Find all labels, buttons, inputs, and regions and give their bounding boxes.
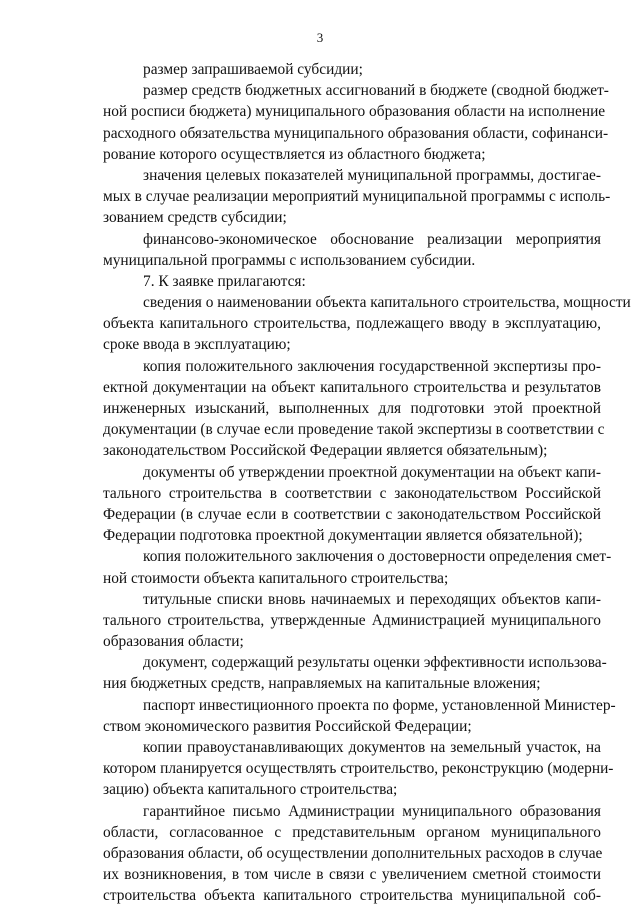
document-body bbox=[103, 59, 631, 907]
text-line: законодательством Российской Федерации является обязательным); bbox=[103, 442, 548, 460]
text-line: гарантийное письмо Администрации муниципального образования bbox=[143, 802, 601, 820]
text-line: рование которого осуществляется из областного бюджета; bbox=[103, 145, 486, 163]
text-line: ной стоимости объекта капитального строительства; bbox=[103, 569, 449, 587]
text-line: области, согласованное с представительным органом муниципального bbox=[103, 823, 601, 841]
text-line: документации (в случае если проведение такой экспертизы в соответствии с bbox=[103, 421, 605, 439]
paragraph bbox=[103, 271, 601, 292]
text-line: тального строительства, утвержденные Администрацией муниципального bbox=[103, 611, 601, 629]
text-line: 7. К заявке прилагаются: bbox=[143, 272, 306, 290]
text-line: объекта капитального строительства, подлежащего вводу в эксплуатацию, bbox=[103, 315, 601, 333]
text-line: образования области; bbox=[103, 633, 244, 651]
paragraph bbox=[103, 546, 612, 588]
text-line: зованием средств субсидии; bbox=[103, 209, 287, 227]
text-line: копия положительного заключения о достоверности определения смет- bbox=[143, 548, 612, 566]
text-line: титульные списки вновь начинаемых и переходящих объектов капи- bbox=[143, 590, 601, 608]
text-line: размер запрашиваемой субсидии; bbox=[143, 61, 363, 78]
text-line: Федерации (в случае если в соответствии с законодательством Российской bbox=[103, 505, 601, 523]
text-line: значения целевых показателей муниципальной программы, достигае- bbox=[143, 166, 601, 184]
paragraph bbox=[103, 80, 609, 165]
paragraph bbox=[103, 652, 607, 694]
paragraph bbox=[103, 737, 614, 801]
text-line: мых в случае реализации мероприятий муниципальной программы с исполь- bbox=[103, 188, 611, 206]
paragraph bbox=[103, 229, 601, 271]
text-line: муниципальной программы с использованием субсидии. bbox=[103, 251, 476, 269]
text-line: документы об утверждении проектной документации на объект капи- bbox=[143, 463, 601, 481]
text-line: ния бюджетных средств, направляемых на капитальные вложения; bbox=[103, 675, 541, 693]
paragraph bbox=[103, 59, 601, 80]
paragraph bbox=[103, 695, 616, 737]
text-line: тального строительства в соответствии с законодательством Российской bbox=[103, 484, 601, 502]
text-line: сведения о наименовании объекта капитального строительства, мощности bbox=[143, 294, 631, 312]
text-line: паспорт инвестиционного проекта по форме, установленной Министер- bbox=[143, 696, 616, 714]
text-line: зацию) объекта капитального строительства; bbox=[103, 781, 398, 799]
paragraph bbox=[103, 356, 605, 462]
text-line: копии правоустанавливающих документов на земельный участок, на bbox=[143, 739, 601, 756]
text-line: ством экономического развития Российской Федерации; bbox=[103, 717, 472, 735]
paragraph bbox=[103, 589, 601, 653]
text-line: расходного обязательства муниципального образования области, софинанси- bbox=[103, 124, 609, 142]
paragraph bbox=[103, 165, 611, 229]
text-line: инженерных изысканий, выполненных для подготовки этой проектной bbox=[103, 400, 601, 417]
text-line: ектной документации на объект капитального строительства и результатов bbox=[103, 378, 601, 396]
text-line: финансово-экономическое обоснование реализации мероприятия bbox=[143, 230, 601, 248]
paragraph bbox=[103, 462, 601, 547]
page-number: 3 bbox=[316, 30, 324, 45]
text-line: их возникновения, в том числе в связи с увеличением сметной стоимости bbox=[103, 866, 601, 884]
text-line: котором планируется осуществлять строительство, реконструкцию (модерни- bbox=[103, 760, 614, 778]
text-line: ной росписи бюджета) муниципального образования области на исполнение bbox=[103, 103, 606, 121]
paragraph bbox=[103, 292, 631, 356]
text-line: сроке ввода в эксплуатацию; bbox=[103, 336, 291, 354]
text-line: документ, содержащий результаты оценки эффективности использова- bbox=[143, 654, 607, 672]
text-line: размер средств бюджетных ассигнований в бюджете (сводной бюджет- bbox=[143, 82, 609, 100]
text-line: Федерации подготовка проектной документации является обязательной); bbox=[103, 527, 583, 545]
text-line: образования области, об осуществлении дополнительных расходов в случае bbox=[103, 844, 603, 862]
text-line: строительства объекта капитального строительства муниципальной соб- bbox=[103, 887, 601, 905]
paragraph bbox=[103, 801, 601, 907]
text-line: копия положительного заключения государственной экспертизы про- bbox=[143, 357, 601, 375]
